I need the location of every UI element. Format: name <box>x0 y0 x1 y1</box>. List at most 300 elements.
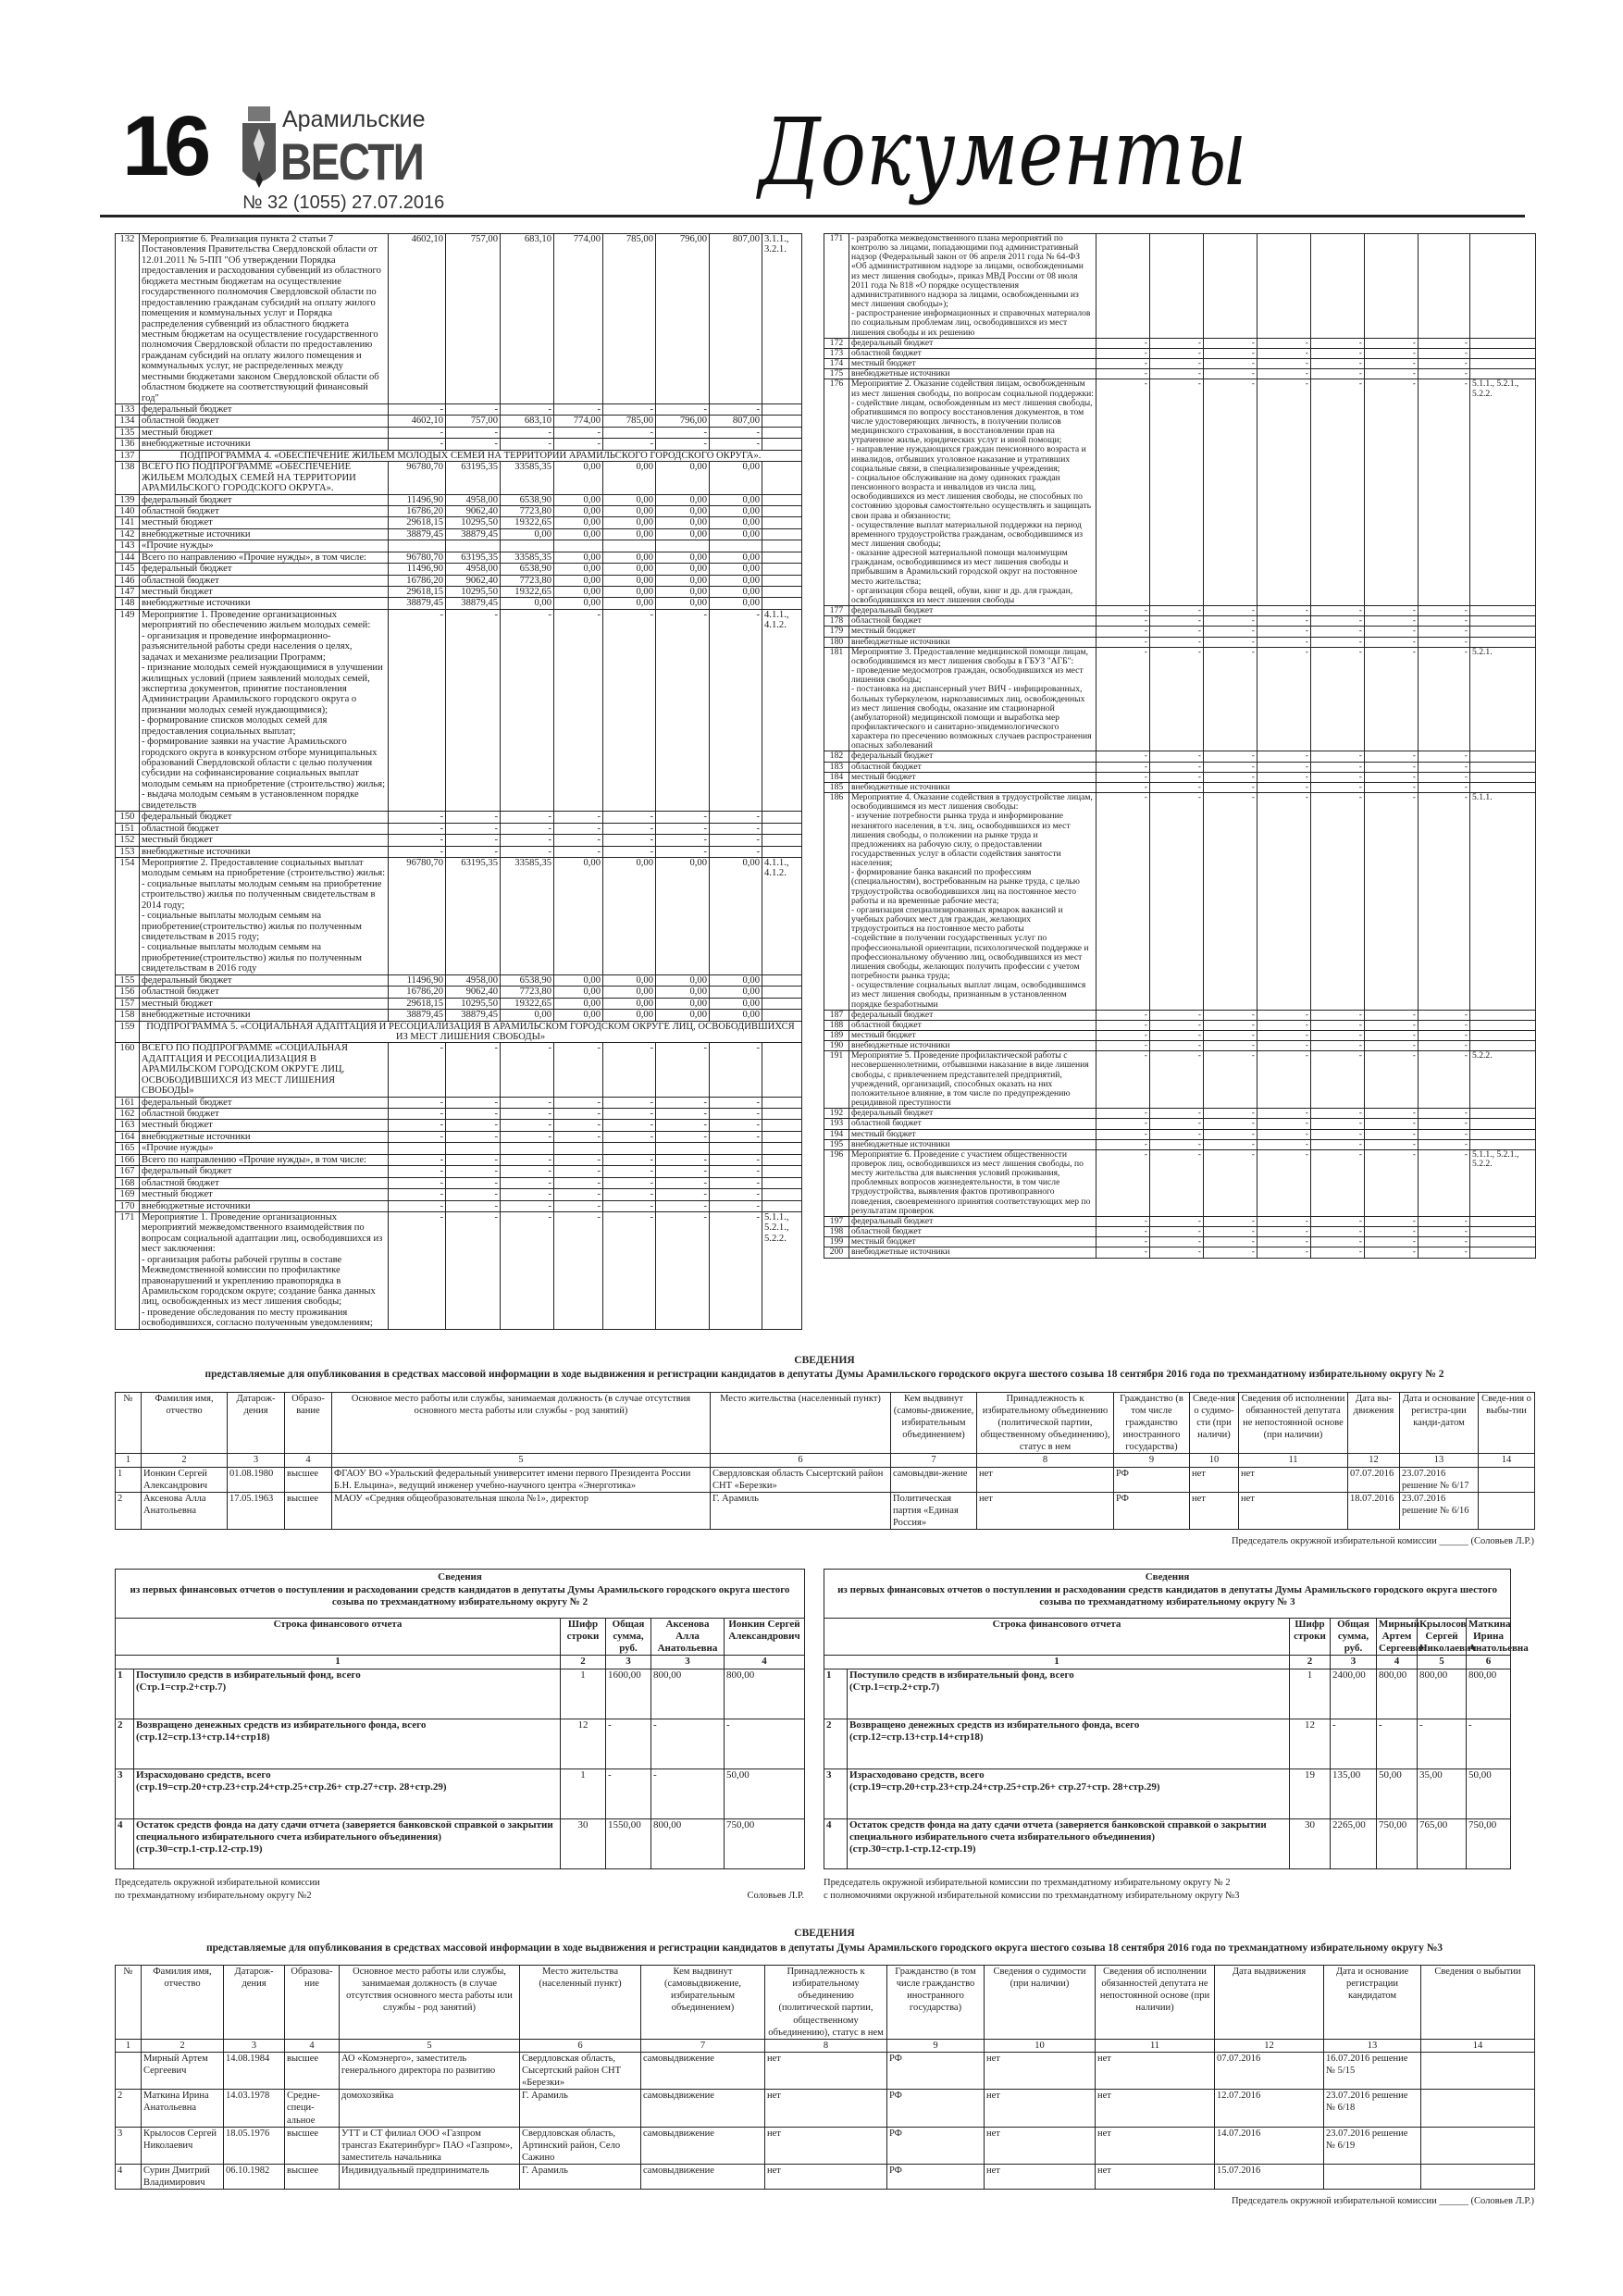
table-row <box>116 564 802 575</box>
table-row <box>824 1020 1536 1030</box>
amount-cell: - <box>1150 616 1204 627</box>
section-title: ПОДПРОГРАММА 4. «ОБЕСПЕЧЕНИЕ ЖИЛЬЕМ МОЛОДЫХ СЕМЕЙ НА ТЕРРИТОРИИ АРАМИЛЬСКОГО ГОРОДСКОГО ОКРУГА». <box>140 450 802 461</box>
candidates-3-title: СВЕДЕНИЯ <box>794 1927 855 1939</box>
amount-cell: - <box>501 1211 554 1329</box>
row-number: 157 <box>116 998 140 1009</box>
amount-cell: - <box>1096 1051 1150 1109</box>
amount-cell: - <box>656 823 710 834</box>
target-code <box>762 1120 802 1131</box>
amount-cell: - <box>603 1166 656 1177</box>
amount-cell: - <box>656 1131 710 1142</box>
amount-cell: 0,00 <box>656 998 710 1009</box>
row-number: 159 <box>116 1021 140 1043</box>
amount-cell: 683,10 <box>501 234 554 404</box>
amount-cell <box>656 1143 710 1154</box>
finance-cell: - <box>606 1769 651 1818</box>
target-code <box>762 823 802 834</box>
amount-cell: - <box>603 835 656 846</box>
amount-cell: 33585,35 <box>501 552 554 563</box>
amount-cell: 9062,40 <box>446 575 501 586</box>
table-row <box>824 1247 1536 1258</box>
amount-cell: - <box>1365 338 1419 348</box>
column-header: Место жительства (населенный пункт) <box>520 1966 641 2040</box>
amount-cell: - <box>1365 762 1419 772</box>
row-number: 195 <box>824 1139 849 1149</box>
table-row <box>116 598 802 609</box>
amount-cell: - <box>710 427 762 438</box>
amount-cell: - <box>1204 627 1258 637</box>
row-description: федеральный бюджет <box>849 1216 1096 1226</box>
row-number: 144 <box>116 552 140 563</box>
amount-cell: - <box>1150 1237 1204 1247</box>
column-number: 7 <box>641 2039 765 2052</box>
amount-cell: - <box>1365 1139 1419 1149</box>
amount-cell: - <box>603 1211 656 1329</box>
amount-cell: - <box>501 1120 554 1131</box>
row-number: 177 <box>824 606 849 616</box>
row-description: Мероприятие 4. Оказание содействия в трудоустройстве лицам, освободившимся из мест лишения свободы: - изучение потребности рынка труда и информирование незанятого населения, в т.ч. лиц, освободившихся из мест лишения свободы, о положении на рынке труда и предложениях на рабочую силу, о предоставлении государственных услуг в области содействия занятости населения; - формирование банка вакансий по профессиям (специальностям), востребованным на рынке труда, с целью трудоустройства освободившихся лиц на постоянное место работы и на временные рабочие места; - организация специализированных ярмарок вакансий и учебных рабочих мест для граждан, желающих трудоустроиться на постоянное место работы -содействие в получении государственных услуг по профессиональной ориентации, психологической поддержке и профессиональному обучению лиц, освободившихся из мест лишения свободы, желающих получить профессии с учетом потребности рынка труда; - осуществление социальных выплат лицам, освободившимся из мест лишения свободы, признанным в установленном порядке безработными <box>849 793 1096 1011</box>
column-header: Принадлежность к избирательному объединению (политической партии, общественному объединению), статус в нем <box>765 1966 887 2040</box>
amount-cell: - <box>389 1200 446 1211</box>
amount-cell: 10295,50 <box>446 587 501 598</box>
amount-cell: 0,00 <box>710 528 762 540</box>
candidate-cell: самовыдвижение <box>641 2090 765 2127</box>
amount-cell: 0,00 <box>710 575 762 586</box>
amount-cell: - <box>1311 1051 1365 1109</box>
amount-cell: 0,00 <box>554 857 603 974</box>
amount-cell: - <box>1311 379 1365 606</box>
candidate-row <box>116 2052 1535 2089</box>
table-row <box>116 494 802 505</box>
candidates-2-subtitle: представляемые для опубликования в средствах массовой информации в ходе выдвижения и регистрации кандидатов в депутаты Думы Арамильского городского округа шестого созыва 18 сентября 2016 года по трехмандатному избирательному округу № 2 <box>204 1369 1444 1381</box>
candidate-cell: 16.07.2016 решение № 5/15 <box>1324 2052 1421 2089</box>
amount-cell: - <box>446 427 501 438</box>
amount-cell: - <box>1311 647 1365 751</box>
amount-cell: - <box>389 1097 446 1108</box>
table-row <box>116 1211 802 1329</box>
column-number: 3 <box>1331 1656 1377 1669</box>
amount-cell: 38879,45 <box>446 1010 501 1021</box>
column-header: Сведения о выбытии <box>1421 1966 1535 2040</box>
target-code <box>1470 751 1536 762</box>
finance-cell: 800,00 <box>1467 1669 1511 1719</box>
amount-cell: - <box>1311 616 1365 627</box>
column-header: Основное место работы или службы, занимаемая должность (в случае отсутствия основного места работы или службы - род занятий) <box>340 1966 520 2040</box>
column-number: 8 <box>977 1454 1114 1467</box>
finance-cell: 3 <box>116 1769 134 1818</box>
target-code: 5.1.1. <box>1470 793 1536 1011</box>
amount-cell: - <box>1204 1010 1258 1020</box>
row-description: федеральный бюджет <box>849 606 1096 616</box>
candidate-cell: 14.03.1978 <box>224 2090 285 2127</box>
row-description: федеральный бюджет <box>140 494 389 505</box>
amount-cell: - <box>1204 379 1258 606</box>
candidate-row <box>116 2127 1535 2164</box>
amount-cell: 0,00 <box>603 505 656 516</box>
amount-cell: - <box>1419 772 1470 782</box>
amount-cell: - <box>1204 338 1258 348</box>
amount-cell: - <box>1311 1247 1365 1258</box>
target-code <box>1470 762 1536 772</box>
target-code: 4.1.1., 4.1.2. <box>762 857 802 974</box>
report-line: Остаток средств фонда на дату сдачи отчета (заверяется банковской справкой о закрытии специального избирательного счета избирательного объединения) (стр.30=стр.1-стр.12-стр.19) <box>134 1818 561 1868</box>
amount-cell: - <box>1204 1247 1258 1258</box>
amount-cell: - <box>389 404 446 416</box>
table-row <box>116 1010 802 1021</box>
amount-cell: 0,00 <box>656 494 710 505</box>
amount-cell: 4602,10 <box>389 416 446 427</box>
column-number: 2 <box>561 1656 606 1669</box>
table-row <box>824 772 1536 782</box>
amount-cell: - <box>1419 1247 1470 1258</box>
finance-2-signature <box>115 1877 804 1903</box>
column-number: 5 <box>332 1454 711 1467</box>
amount-cell: 0,00 <box>710 462 762 494</box>
amount-cell <box>710 540 762 552</box>
candidate-cell: нет <box>1239 1492 1348 1529</box>
amount-cell: - <box>656 1200 710 1211</box>
candidate-cell: нет <box>985 2165 1096 2190</box>
target-code: 5.1.1., 5.2.1., 5.2.2. <box>1470 379 1536 606</box>
row-description: - разработка межведомственного плана мероприятий по контролю за лицами, попадающими под административный надзор (Федеральный закон от 06 апреля 2011 года № 64-ФЗ «Об административном надзоре за лицами, освобожденными из мест лишения свободы», приказ МВД России от 08 июля 2011 года № 818 «О порядке осуществления административного надзора за лицами, освобожденными из мест лишения свободы»); - распространение информационных и справочных материалов по социальным проблемам лиц, освободившихся из мест лишения свободы и их решению <box>849 234 1096 339</box>
target-code <box>1470 606 1536 616</box>
column-header: Основное место работы или службы, занимаемая должность (в случае отсутствия основного места работы или службы - род занятий) <box>332 1392 711 1454</box>
candidate-cell: РФ <box>1114 1467 1190 1492</box>
amount-cell <box>656 540 710 552</box>
candidate-cell <box>1479 1492 1535 1529</box>
amount-cell: - <box>501 1043 554 1097</box>
amount-cell: - <box>1204 772 1258 782</box>
finance-cell: 19 <box>1290 1769 1331 1818</box>
amount-cell: 0,00 <box>656 857 710 974</box>
amount-cell: - <box>710 1109 762 1120</box>
amount-cell: 0,00 <box>710 598 762 609</box>
amount-cell: - <box>1096 1119 1150 1129</box>
amount-cell: - <box>389 1189 446 1200</box>
amount-cell <box>446 1143 501 1154</box>
amount-cell: - <box>1204 1041 1258 1051</box>
amount-cell <box>1096 234 1150 339</box>
amount-cell: - <box>1150 772 1204 782</box>
row-description: Мероприятие 2. Предоставление социальных выплат молодым семьям на приобретение (строительство) жилья: - социальные выплаты молодым семьям на приобретение строительство) жилья по полученным свидетельствам в 2014 году; - социальные выплаты молодым семьям на приобретение(строительство) жилья по полученным свидетельствам в 2015 году; - социальные выплаты молодым семьям на приобретение(строительство) жилья по полученным свидетельствам в 2016 году <box>140 857 389 974</box>
candidate-cell: нет <box>765 2052 887 2089</box>
amount-cell: - <box>1365 627 1419 637</box>
candidates-2-title: СВЕДЕНИЯ <box>794 1354 855 1366</box>
header-divider <box>100 215 1525 217</box>
amount-cell: - <box>1150 369 1204 379</box>
target-code <box>762 998 802 1009</box>
row-number: 152 <box>116 835 140 846</box>
finance-cell: 4 <box>824 1818 848 1868</box>
finance-2-signature-right: Соловьев Л.Р. <box>747 1890 804 1901</box>
table-row <box>824 1109 1536 1119</box>
amount-cell: 807,00 <box>710 416 762 427</box>
amount-cell: - <box>1258 627 1311 637</box>
candidate-cell: 2 <box>116 1492 142 1529</box>
row-description: местный бюджет <box>140 1189 389 1200</box>
candidate-cell: МАОУ «Средняя общеобразовательная школа №1», директор <box>332 1492 711 1529</box>
amount-cell: - <box>656 835 710 846</box>
target-code <box>762 987 802 998</box>
table-row <box>116 404 802 416</box>
target-code <box>1470 1237 1536 1247</box>
amount-cell: - <box>554 846 603 857</box>
amount-cell: - <box>1258 637 1311 647</box>
amount-cell: - <box>603 1109 656 1120</box>
amount-cell: - <box>446 609 501 811</box>
row-description: Мероприятие 3. Предоставление медицинской помощи лицам, освободившимся из мест лишения свободы в ГБУЗ "АГБ": - проведение медосмотров граждан, освободившихся из мест лишения свободы; - постановка на диспансерный учет ВИЧ - инфицированных, больных туберкулезом, наркозависимых лиц, освобожденных из мест лишения свободы, оказание им стационарной (амбулаторной) медицинской помощи и выработка мер профилактического и санитарно-эпидемиологического характера по пресечению возможных случаев распространения опасных заболеваний <box>849 647 1096 751</box>
candidate-cell: Свердловская область, Сысертский район СНТ «Березки» <box>520 2052 641 2089</box>
finance-cell: 2265,00 <box>1331 1818 1377 1868</box>
amount-cell: - <box>1204 762 1258 772</box>
candidate-cell: Свердловская область Сысертский район СНТ «Березки» <box>711 1467 891 1492</box>
amount-cell: - <box>603 1154 656 1165</box>
amount-cell: - <box>1204 1119 1258 1129</box>
candidate-cell: Политическая партия «Единая Россия» <box>891 1492 977 1529</box>
column-header: Сведения об исполнении обязанностей депутата не непостоянной основе (при наличии) <box>1096 1966 1215 2040</box>
finance-cell: 1550,00 <box>606 1818 651 1868</box>
candidate-cell: Крылосов Сергей Николаевич <box>142 2127 224 2164</box>
amount-cell: - <box>1365 1216 1419 1226</box>
row-number: 133 <box>116 404 140 416</box>
amount-cell: - <box>446 1189 501 1200</box>
amount-cell: 6538,90 <box>501 974 554 986</box>
finance-cell: 50,00 <box>725 1769 805 1818</box>
amount-cell: - <box>1419 616 1470 627</box>
candidate-cell: самовыдвижение <box>641 2127 765 2164</box>
amount-cell: - <box>710 835 762 846</box>
target-code <box>762 974 802 986</box>
amount-cell: - <box>1311 369 1365 379</box>
amount-cell: - <box>656 1177 710 1188</box>
table-row <box>824 647 1536 751</box>
target-code <box>1470 359 1536 369</box>
amount-cell: - <box>1204 1051 1258 1109</box>
column-number: 4 <box>1377 1656 1418 1669</box>
column-number: 13 <box>1324 2039 1421 2052</box>
candidates-3-heading <box>115 1927 1534 1955</box>
amount-cell: - <box>656 439 710 450</box>
amount-cell: 0,00 <box>554 987 603 998</box>
target-code <box>762 1154 802 1165</box>
table-row <box>824 762 1536 772</box>
amount-cell: - <box>1096 1227 1150 1237</box>
target-code <box>1470 1109 1536 1119</box>
amount-cell: - <box>446 1154 501 1165</box>
row-number: 179 <box>824 627 849 637</box>
table-row <box>824 793 1536 1011</box>
amount-cell: - <box>554 1189 603 1200</box>
amount-cell: 4958,00 <box>446 974 501 986</box>
amount-cell: 0,00 <box>501 1010 554 1021</box>
finance-3-table <box>824 1569 1529 1868</box>
amount-cell: 0,00 <box>603 974 656 986</box>
amount-cell: - <box>1311 1227 1365 1237</box>
candidate-cell: нет <box>977 1492 1114 1529</box>
finance-cell: 12 <box>561 1719 606 1769</box>
candidate-row <box>116 1467 1535 1492</box>
amount-cell: - <box>1419 637 1470 647</box>
amount-cell: 0,00 <box>603 564 656 575</box>
amount-cell: - <box>1419 369 1470 379</box>
finance-cell: 750,00 <box>1467 1818 1511 1868</box>
column-number-row <box>116 1656 805 1669</box>
finance-title: Сведения из первых финансовых отчетов о поступлении и расходовании средств кандидатов в депутаты Думы Арамильского городского округа шестого созыва по трехмандатному избирательному округу № 2 <box>116 1570 805 1619</box>
amount-cell: - <box>501 427 554 438</box>
amount-cell: 0,00 <box>554 598 603 609</box>
candidate-cell: высшее <box>285 1492 332 1529</box>
amount-cell: - <box>1365 1041 1419 1051</box>
amount-cell: 11496,90 <box>389 494 446 505</box>
amount-cell: 0,00 <box>603 494 656 505</box>
finance-cell: 800,00 <box>651 1669 725 1719</box>
amount-cell: - <box>446 1166 501 1177</box>
amount-cell: - <box>1419 606 1470 616</box>
row-description: федеральный бюджет <box>140 1097 389 1108</box>
amount-cell: - <box>1150 1041 1204 1051</box>
column-header: Гражданство (в том числе гражданство иностранного государства) <box>1114 1392 1190 1454</box>
table-row <box>824 348 1536 358</box>
amount-cell: - <box>656 1109 710 1120</box>
amount-cell: - <box>1365 348 1419 358</box>
finance-cell: 800,00 <box>1418 1669 1467 1719</box>
amount-cell: - <box>1150 606 1204 616</box>
amount-cell: - <box>710 846 762 857</box>
amount-cell: 33585,35 <box>501 857 554 974</box>
amount-cell: - <box>1150 1216 1204 1226</box>
row-description: внебюджетные источники <box>849 1247 1096 1258</box>
finance-row <box>116 1818 805 1868</box>
row-number: 156 <box>116 987 140 998</box>
amount-cell: - <box>1204 359 1258 369</box>
amount-cell: - <box>710 1097 762 1108</box>
finance-cell: 750,00 <box>725 1818 805 1868</box>
row-description: внебюджетные источники <box>140 528 389 540</box>
amount-cell: - <box>1096 606 1150 616</box>
amount-cell: 0,00 <box>710 857 762 974</box>
finance-row <box>824 1769 1511 1818</box>
amount-cell: - <box>1311 1216 1365 1226</box>
report-line: Возвращено денежных средств из избирательного фонда, всего (стр.12=стр.13+стр.14+стр18) <box>134 1719 561 1769</box>
column-number: 12 <box>1215 2039 1324 2052</box>
amount-cell: - <box>1096 772 1150 782</box>
amount-cell <box>446 540 501 552</box>
finance-cell: 2400,00 <box>1331 1669 1377 1719</box>
amount-cell: 0,00 <box>710 974 762 986</box>
finance-cell: - <box>1331 1719 1377 1769</box>
amount-cell: - <box>501 609 554 811</box>
amount-cell: 0,00 <box>656 1010 710 1021</box>
row-number: 163 <box>116 1120 140 1131</box>
amount-cell: - <box>656 846 710 857</box>
amount-cell: - <box>389 1109 446 1120</box>
header-row <box>116 1618 805 1656</box>
target-code <box>1470 369 1536 379</box>
row-description: областной бюджет <box>849 1020 1096 1030</box>
column-header: Датарож-дения <box>228 1392 285 1454</box>
row-number: 137 <box>116 450 140 461</box>
table-row <box>116 1177 802 1188</box>
amount-cell: 0,00 <box>603 998 656 1009</box>
amount-cell: - <box>446 1211 501 1329</box>
finance-3-block <box>824 1569 1529 1903</box>
amount-cell: - <box>603 427 656 438</box>
row-number: 180 <box>824 637 849 647</box>
table-row <box>824 1139 1536 1149</box>
amount-cell: - <box>1204 369 1258 379</box>
table-row <box>116 540 802 552</box>
target-code <box>762 1097 802 1108</box>
candidate-cell: Индивидуальный предприниматель <box>340 2165 520 2190</box>
candidate-cell: высшее <box>285 2165 340 2190</box>
column-number: 2 <box>142 2039 224 2052</box>
table-row <box>824 1119 1536 1129</box>
amount-cell: - <box>554 1043 603 1097</box>
amount-cell: - <box>554 835 603 846</box>
row-number: 173 <box>824 348 849 358</box>
amount-cell: - <box>710 439 762 450</box>
amount-cell: - <box>1150 1051 1204 1109</box>
amount-cell: - <box>1204 1149 1258 1216</box>
candidates-2-signature: Председатель окружной избирательной комиссии ______ (Соловьев Л.Р.) <box>1231 1536 1534 1547</box>
amount-cell: - <box>656 1154 710 1165</box>
candidate-cell: нет <box>1096 2165 1215 2190</box>
amount-cell: - <box>1204 616 1258 627</box>
amount-cell: - <box>1096 379 1150 606</box>
row-description: областной бюджет <box>140 1109 389 1120</box>
finance-cell: 2 <box>824 1719 848 1769</box>
amount-cell: 0,00 <box>603 462 656 494</box>
row-description: областной бюджет <box>140 823 389 834</box>
amount-cell: - <box>1096 1149 1150 1216</box>
amount-cell: - <box>1204 751 1258 762</box>
amount-cell: - <box>1311 1030 1365 1040</box>
candidate-cell <box>1479 1467 1535 1492</box>
amount-cell: 0,00 <box>554 998 603 1009</box>
column-number: 14 <box>1479 1454 1535 1467</box>
amount-cell <box>389 540 446 552</box>
table-row <box>116 528 802 540</box>
target-code <box>762 1177 802 1188</box>
table-row <box>824 1030 1536 1040</box>
column-number: 6 <box>520 2039 641 2052</box>
amount-cell: - <box>1204 1216 1258 1226</box>
amount-cell: - <box>1419 359 1470 369</box>
row-description: областной бюджет <box>140 416 389 427</box>
table-row <box>824 616 1536 627</box>
amount-cell: - <box>446 404 501 416</box>
finance-cell: 12 <box>1290 1719 1331 1769</box>
amount-cell <box>1204 234 1258 339</box>
column-number: 10 <box>985 2039 1096 2052</box>
amount-cell: - <box>1096 793 1150 1011</box>
finance-cell: 50,00 <box>1467 1769 1511 1818</box>
row-number: 185 <box>824 782 849 792</box>
report-line: Израсходовано средств, всего (стр.19=стр.20+стр.23+стр.24+стр.25+стр.26+ стр.27+стр. 28+стр.29) <box>848 1769 1290 1818</box>
amount-cell: - <box>1419 338 1470 348</box>
row-number: 175 <box>824 369 849 379</box>
row-description: местный бюджет <box>849 359 1096 369</box>
candidate-cell: 14.07.2016 <box>1215 2127 1324 2164</box>
row-description: внебюджетные источники <box>140 439 389 450</box>
amount-cell: - <box>501 1200 554 1211</box>
row-number: 155 <box>116 974 140 986</box>
finance-row <box>824 1818 1511 1868</box>
report-line: Остаток средств фонда на дату сдачи отчета (заверяется банковской справкой о закрытии специального избирательного счета избирательного объединения) (стр.30=стр.1-стр.12-стр.19) <box>848 1818 1290 1868</box>
row-description: федеральный бюджет <box>849 751 1096 762</box>
amount-cell: - <box>1096 751 1150 762</box>
amount-cell: 0,00 <box>656 517 710 528</box>
